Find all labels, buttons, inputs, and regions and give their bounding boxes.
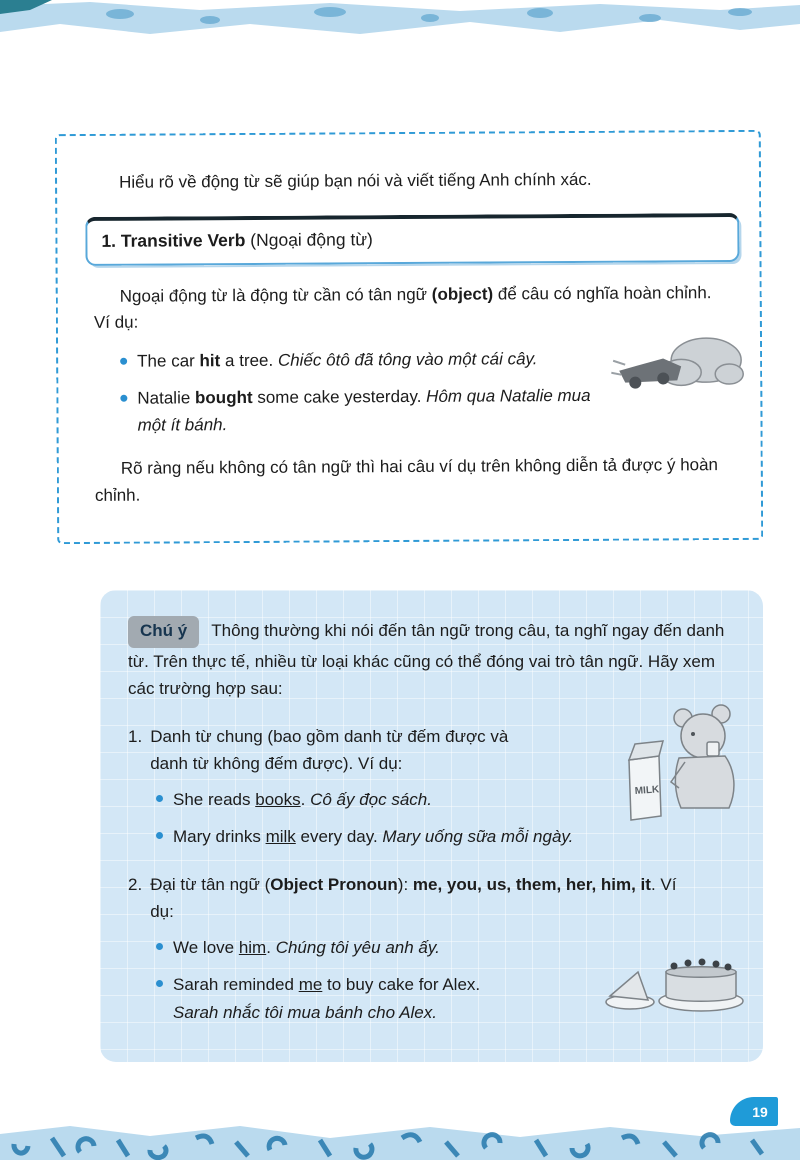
cake-illustration [604,922,749,1017]
page-number: 19 [752,1103,768,1120]
bullet-icon [120,395,127,402]
example-text: Sarah reminded me to buy cake for Alex. Sarah nhắc tôi mua bánh cho Alex. [173,975,481,1022]
milk-carton-label: MILK [634,784,660,797]
note-intro [128,616,735,703]
bullet-icon [156,980,163,987]
definition-paragraph: Ngoại động từ là động từ cần có tân ngữ (object) để câu có nghĩa hoàn chỉnh. Ví dụ: [93,282,712,333]
bullet-icon [156,943,163,950]
intro-paragraph: Hiểu rõ về động từ sẽ giúp bạn nói và viết tiếng Anh chính xác. [118,169,592,192]
example-text: Natalie bought some cake yesterday. Hôm qua Natalie mua một ít bánh. [137,385,591,435]
note-box [100,590,763,1062]
example-text: The car hit a tree. Chiếc ôtô đã tông vào một cái cây. [137,349,538,371]
bullet-icon [120,358,127,365]
car-crash-illustration [611,330,746,393]
section-heading: 1. Transitive Verb (Ngoại động từ) [85,213,739,266]
girl-drinking-milk-illustration [615,698,747,830]
lesson-box [55,130,763,544]
note-item-2 [128,871,735,926]
example-text: We love him. Chúng tôi yêu anh ấy. [173,937,440,957]
bullet-icon [156,832,163,839]
example-bullet [120,346,598,376]
bullet-icon [156,795,163,802]
top-decoration [0,0,800,46]
example-text: Mary drinks milk every day. Mary uống sữa mỗi ngày. [173,827,574,847]
bottom-decoration [0,1118,800,1160]
item-number: 1. [128,726,143,746]
item-text: Danh từ chung (bao gồm danh từ đếm được và danh từ không đếm được). Ví dụ: [150,726,509,774]
example-text: She reads books. Cô ấy đọc sách. [173,789,432,809]
closing-paragraph: Rõ ràng nếu không có tân ngữ thì hai câu ví dụ trên không diễn tả được ý hoàn chỉnh. [94,454,719,505]
item-number: 2. [128,874,143,894]
note-intro-text: Thông thường khi nói đến tân ngữ trong câu, ta nghĩ ngay đến danh từ. Trên thực tế, nhiều từ loại khác cũng có thể đóng vai trò tân ngữ. Hãy xem các trường hợp sau: [128,621,725,699]
item-text: Đại từ tân ngữ (Object Pronoun): me, you, us, them, her, him, it. Ví dụ: [150,874,677,922]
note-badge: Chú ý [128,616,199,648]
example-bullet [120,383,598,440]
